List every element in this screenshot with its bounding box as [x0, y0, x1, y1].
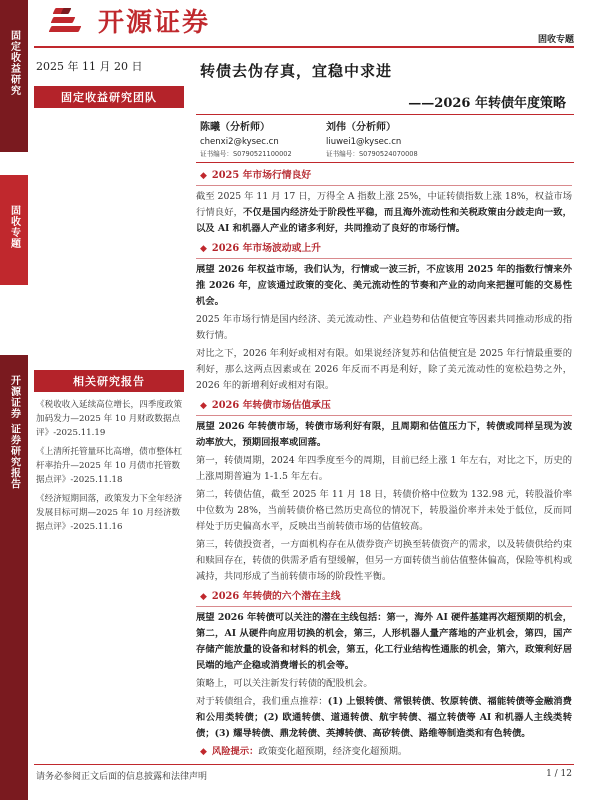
side-strip-special: 固收专题	[0, 175, 28, 285]
analyst-card	[326, 120, 418, 160]
paragraph: 策略上，可以关注新发行转债的配股机会。	[196, 678, 373, 689]
diamond-bullet-icon: ◆	[200, 170, 207, 181]
page-number: 1 / 12	[546, 769, 572, 779]
analyst-divider	[196, 162, 574, 163]
report-date: 2025 年 11 月 20 日	[36, 60, 143, 73]
paragraph: 对比之下，2026 年利好或相对有限。如果说经济复苏和估值便宜是 2025 年行情最重要的利好，那么这两点因素或在 2026 年反而不再是利好，除了美元流动性的宽松趋势之外，2026 年的新增利好或相对有限。	[196, 348, 572, 391]
title-divider	[196, 114, 574, 115]
logo-mark-icon	[48, 4, 92, 38]
report-type-label: 固收专题	[537, 35, 574, 45]
section-heading: ◆ 2025 年市场行情良好	[196, 166, 572, 186]
section-heading: ◆ 2026 年转债市场估值承压	[196, 396, 572, 416]
paragraph: 展望 2026 年转债市场，转债市场利好有限，且周期和估值压力下，转债或同样呈现为波动率放大，预期回报率或回落。	[196, 421, 572, 448]
diamond-bullet-icon: ◆	[200, 243, 207, 254]
related-report-item[interactable]: 《税收收入延续高位增长，四季度政策加码发力—2025 年 10 月财政数据点评》-2025.11.19	[36, 400, 183, 438]
paragraph: 第一，转债周期，2024 年四季度至今的周期，目前已经上涨 1 年左右，对比之下，历史的上涨周期普遍为 1-1.5 年左右。	[196, 455, 572, 482]
analyst-cert: 证书编号：S0790521100002	[200, 150, 292, 158]
analyst-card	[200, 120, 292, 160]
analyst-cert: 证书编号：S0790524070008	[326, 150, 418, 158]
risk-warning	[196, 744, 572, 760]
paragraph: 展望 2026 年转债可以关注的潜在主线包括：第一，海外 AI 硬件基建再次超预期的机会，第二，AI 从硬件向应用切换的机会，第三，人形机器人量产落地的产业机会，第四，国产存储产能放量的设备和材料的机会，第五，化工行业结构性通胀的机会，第六，政策利好居民端的地产企稳或消费增长的机会等。	[196, 612, 572, 671]
paragraph: 第三，转债投资者，一方面机构存在从债券资产切换至转债资产的需求，以及转债供给约束和赎回存在，转债的供需矛盾有望缓解，但另一方面转债当前估值整体偏高，保险等机构或减持，共同形成了当前转债市场的阶段性平衡。	[196, 539, 572, 582]
logo-text: 开源证券	[98, 8, 211, 38]
paragraph: 对于转债组合，我们重点推荐：(1) 上银转债、常银转债、牧原转债、福能转债等金融消费和公用类转债；(2) 欧通转债、道通转债、航宇转债、福立转债等 AI 和机器人主线类转债；(3) 耀导转债、鼎龙转债、英搏转债、高矽转债、路维等制造类和有色转债。	[196, 696, 572, 739]
section-heading: ◆ 2026 年市场波动或上升	[196, 239, 572, 259]
analyst-name: 刘伟（分析师）	[326, 122, 396, 133]
side-strip-fixed-income: 固定收益研究	[0, 0, 28, 152]
analyst-name: 陈曦（分析师）	[200, 122, 270, 133]
diamond-bullet-icon: ◆	[200, 400, 207, 411]
team-label: 固定收益研究团队	[34, 86, 184, 108]
paragraph: 截至 2025 年 11 月 17 日，万得全 A 指数上涨 25%，中证转债指数上涨 18%，权益市场行情良好，不仅是国内经济处于阶段性平稳，而且海外流动性和关税政策由分歧走向一致，以及 AI 和机器人产业的诸多利好，共同推动了良好的市场行情。	[196, 191, 572, 234]
report-body	[196, 166, 572, 760]
page-title: 转债去伪存真，宜稳中求进	[200, 62, 393, 80]
side-strip	[0, 0, 28, 800]
side-strip-brand: 开源证券 证券研究报告	[0, 355, 28, 800]
risk-text: 政策变化超预期，经济变化超预期。	[258, 746, 408, 757]
paragraph: 展望 2026 年权益市场，我们认为，行情或一波三折，不应该用 2025 年的指数行情来外推 2026 年，应该通过政策的变化、美元流动性的节奏和产业的动向来把握可能的交易性机会。	[196, 264, 572, 307]
related-reports-list	[36, 398, 186, 539]
risk-label: 风险提示：	[211, 746, 259, 757]
footer-divider	[34, 764, 574, 765]
related-report-item[interactable]: 《上清所托管量环比高增，债市整体杠杆率抬升—2025 年 10 月债市托管数据点评》-2025.11.18	[36, 447, 183, 485]
diamond-bullet-icon: ◆	[200, 747, 207, 757]
diamond-bullet-icon: ◆	[200, 591, 207, 602]
related-report-item[interactable]: 《经济短期回落，政策发力下全年经济发展目标可期—2025 年 10 月经济数据点评》-2025.11.16	[36, 494, 183, 532]
analyst-email[interactable]: liuwei1@kysec.cn	[326, 137, 402, 147]
section-heading: ◆ 2026 年转债的六个潜在主线	[196, 587, 572, 607]
paragraph: 第二，转债估值，截至 2025 年 11 月 18 日，转债价格中位数为 132.98 元，转股溢价率中位数为 28%，当前转债价格已然历史高位的情况下，转股溢价率并未处于低位，反而同样处于历史偏高水平，反映出当前转债市场的估值较高。	[196, 489, 572, 532]
analyst-email[interactable]: chenxi2@kysec.cn	[200, 137, 279, 147]
page-subtitle: ——2026 年转债年度策略	[408, 96, 566, 111]
footer-disclaimer: 请务必参阅正文后面的信息披露和法律声明	[36, 772, 208, 782]
kaiyuan-logo	[48, 2, 210, 39]
related-reports-title: 相关研究报告	[34, 370, 184, 392]
header-divider	[34, 46, 574, 48]
paragraph: 2025 年市场行情是国内经济、美元流动性、产业趋势和估值便宜等因素共同推动形成的指数行情。	[196, 314, 572, 341]
